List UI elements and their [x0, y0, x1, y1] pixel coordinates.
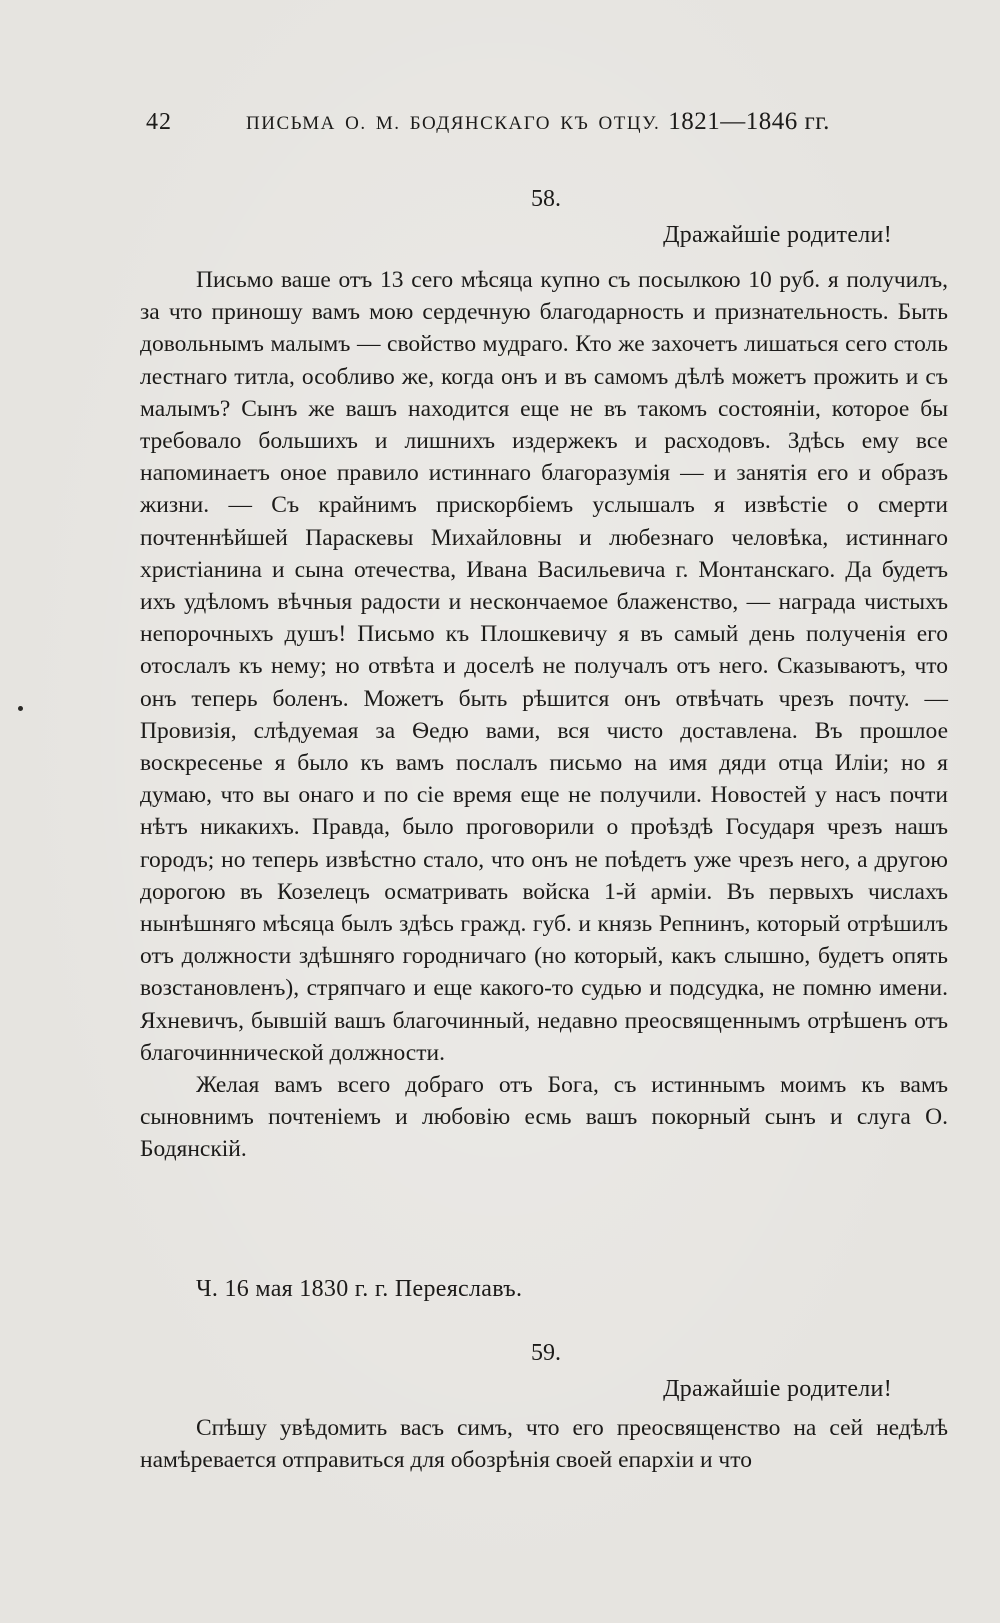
- letter-58-paragraph-2: Желая вамъ всего добраго отъ Бога, съ истиннымъ моимъ къ вамъ сыновнимъ почтеніемъ и любовію есмь вашъ покорный сынъ и слуга О. Бодянскій.: [140, 1072, 948, 1163]
- salutation-58: Дражайшіе родители!: [663, 222, 892, 248]
- ink-speck: [18, 706, 23, 711]
- page-number: 42: [146, 109, 172, 135]
- letter-58-body: [140, 264, 948, 1166]
- running-title: ПИСЬМА О. М. БОДЯНСКАГО КЪ ОТЦУ.: [246, 113, 661, 134]
- dateline-58: Ч. 16 мая 1830 г. г. Переяславъ.: [196, 1276, 523, 1302]
- running-years: 1821—1846 гг.: [668, 108, 830, 135]
- running-header: [146, 108, 846, 144]
- salutation-59: Дражайшіе родители!: [663, 1376, 892, 1402]
- letter-number-58: 58.: [531, 186, 561, 212]
- letter-59-paragraph-1: Спѣшу увѣдомить васъ симъ, что его преосвященство на сей недѣлѣ намѣревается отправиться для обозрѣнія своей епархіи и что: [140, 1415, 948, 1474]
- letter-58-paragraph-1: Письмо ваше отъ 13 сего мѣсяца купно съ посылкою 10 руб. я получилъ, за что приношу вамъ мою сердечную благодарность и признательность. Быть довольнымъ малымъ — свойство мудраго. Кто же захочетъ лишаться сего столь лестнаго титла, особливо же, когда онъ и въ самомъ дѣлѣ можетъ прожить и съ малымъ? Сынъ же вашъ находится еще не въ такомъ состояніи, которое бы требовало большихъ и лишнихъ издержекъ и расходовъ. Здѣсь ему все напоминаетъ оное правило истиннаго благоразумія — и занятія его и образъ жизни. — Съ крайнимъ прискорбіемъ услышалъ я извѣстіе о смерти почтеннѣйшей Параскевы Михайловны и любезнаго человѣка, истиннаго христіанина и сына отечества, Ивана Васильевича г. Монтанскаго. Да будетъ ихъ удѣломъ вѣчныя радости и нескончаемое блаженство, — награда чистыхъ непорочныхъ душъ! Письмо къ Плошкевичу я въ самый день полученія его отослалъ къ нему; но отвѣта и доселѣ не получалъ отъ него. Сказываютъ, что онъ теперь боленъ. Можетъ быть рѣшится онъ отвѣчать чрезъ почту. — Провизія, слѣдуемая за Ѳедю вами, вся чисто доставлена. Въ прошлое воскресенье я было къ вамъ послалъ письмо на имя дяди отца Иліи; но я думаю, что вы онаго и по сіе время еще не получили. Новостей у насъ почти нѣтъ никакихъ. Правда, было проговорили о проѣздѣ Государя чрезъ нашъ городъ; но теперь извѣстно стало, что онъ не поѣдетъ уже чрезъ него, а другою дорогою въ Козелецъ осматривать войска 1-й арміи. Въ первыхъ числахъ нынѣшняго мѣсяца былъ здѣсь гражд. губ. и князь Репнинъ, который отрѣшилъ отъ должности здѣшняго городничаго (но который, какъ слышно, будетъ опять возстановленъ), стряпчаго и еще какого-то судью и подсудка, не помню имени. Яхневичъ, бывшій вашъ благочинный, недавно преосвященнымъ отрѣшенъ отъ благочиннической должности.: [140, 267, 948, 1066]
- letter-number-59: 59.: [531, 1340, 561, 1366]
- letter-59-body: [140, 1412, 948, 1476]
